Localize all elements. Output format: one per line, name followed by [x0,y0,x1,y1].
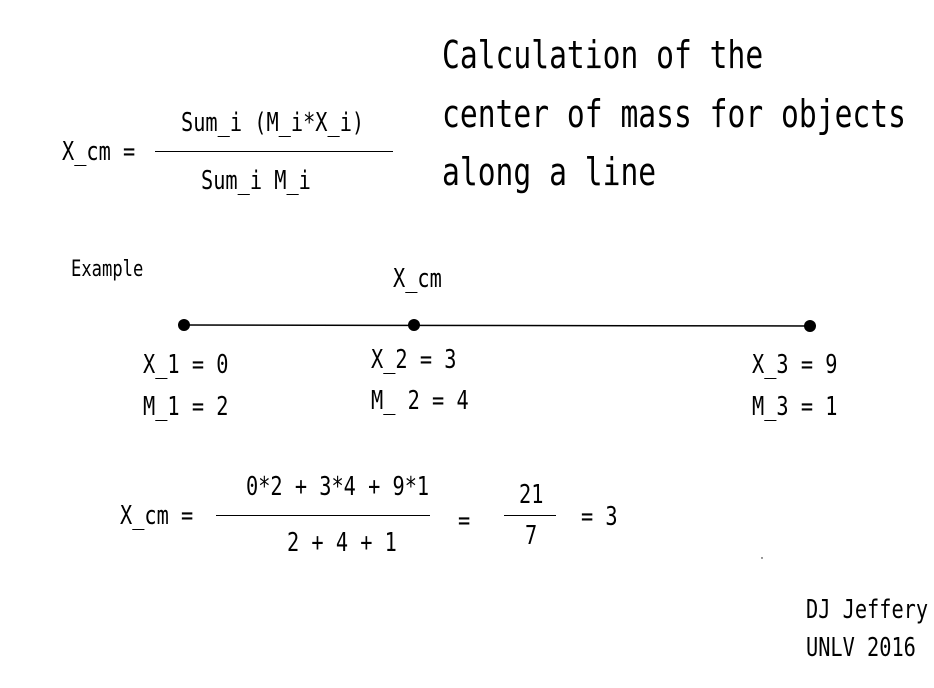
formula-denominator: Sum_i M_i [201,166,311,196]
point-3-position: X_3 = 9 [752,350,838,380]
calculation-denominator: 2 + 4 + 1 [287,528,397,558]
fraction-numerator: 21 [519,480,544,510]
title-line-3: along a line [442,150,657,194]
point-2-mass: M_ 2 = 4 [371,386,469,416]
title-line-1: Calculation of the [442,33,764,77]
speck-dot [761,557,762,558]
mass-point-2 [408,319,420,331]
result-fraction-bar [504,515,556,516]
point-1-position: X_1 = 0 [143,350,229,380]
credit-affiliation: UNLV 2016 [806,633,916,663]
calculation-fraction-bar [216,515,430,516]
mass-point-3 [804,320,816,332]
point-3-mass: M_3 = 1 [752,392,838,422]
title-line-2: center of mass for objects [442,92,906,136]
calculation-result: = 3 [581,502,618,532]
mass-point-1 [178,319,190,331]
fraction-denominator: 7 [525,521,538,551]
calculation-equals: = [458,506,471,536]
point-2-position: X_2 = 3 [371,345,457,375]
formula-lhs: X_cm = [62,137,136,167]
center-of-mass-label: X_cm [393,264,442,294]
calculation-lhs: X_cm = [120,501,194,531]
calculation-numerator: 0*2 + 3*4 + 9*1 [246,472,430,502]
formula-numerator: Sum_i (M_i*X_i) [181,108,365,138]
number-line [184,325,810,326]
point-1-mass: M_1 = 2 [143,392,229,422]
example-label: Example [71,257,144,282]
credit-author: DJ Jeffery [806,595,929,625]
